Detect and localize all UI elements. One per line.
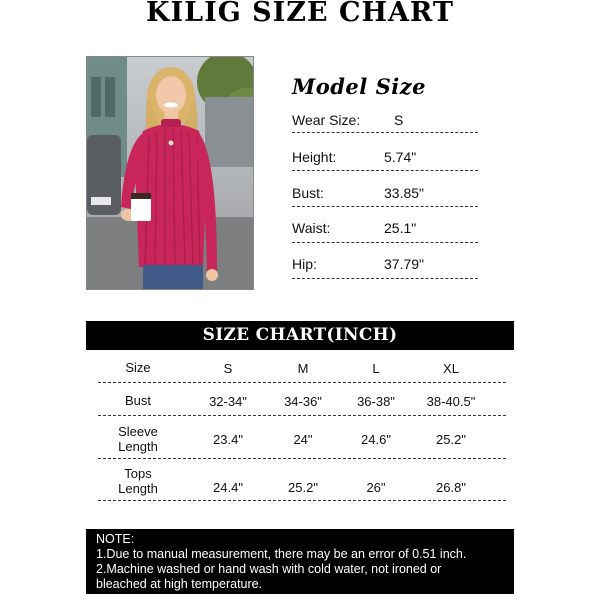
table-cell: 25.2" (436, 432, 466, 447)
model-value: 37.79" (384, 256, 425, 272)
note-line-1: 1.Due to manual measurement, there may be an error of 0.51 inch. (96, 547, 467, 561)
model-photo (86, 56, 254, 290)
model-label: Waist: (292, 220, 331, 236)
table-cell: 36-38" (357, 394, 395, 409)
table-cell: 24" (293, 432, 313, 447)
page-title: KILIG SIZE CHART (146, 0, 454, 28)
divider (292, 242, 478, 243)
model-label: Height: (292, 149, 337, 165)
table-cell: 26.8" (436, 480, 466, 495)
table-cell: 24.4" (213, 480, 243, 495)
table-cell: 23.4" (213, 432, 243, 447)
size-col-s: S (223, 361, 233, 376)
size-col-l: L (372, 361, 380, 376)
divider (98, 382, 506, 383)
model-row-wear-size (292, 112, 478, 132)
table-cell: 34-36" (284, 394, 322, 409)
table-cell: 32-34" (209, 394, 247, 409)
note-line-3: bleached at high temperature. (96, 577, 263, 591)
table-cell: 25.2" (288, 480, 318, 495)
note-line-2: 2.Machine washed or hand wash with cold water, not ironed or (96, 562, 442, 576)
model-label: Wear Size: (292, 112, 361, 128)
model-value: 33.85" (384, 185, 425, 201)
table-cell: 24.6" (361, 432, 391, 447)
table-cell: 38-40.5" (426, 394, 476, 409)
size-col-xl: XL (443, 361, 459, 376)
divider (292, 206, 478, 207)
divider (292, 132, 478, 133)
divider (98, 500, 506, 501)
model-row-waist (292, 220, 478, 240)
divider (98, 415, 506, 416)
model-label: Bust: (292, 185, 324, 201)
model-row-hip (292, 256, 478, 276)
model-label: Hip: (292, 256, 317, 272)
note-box (86, 529, 514, 594)
divider (292, 278, 478, 279)
model-row-height (292, 149, 478, 169)
row-label-sleeve: Sleeve (118, 424, 158, 439)
table-cell: 26" (366, 480, 386, 495)
model-value: S (394, 112, 404, 128)
model-value: 25.1" (384, 220, 417, 236)
note-heading: NOTE: (96, 532, 135, 546)
row-label-sleeve-2: Length (118, 439, 158, 454)
size-chart-heading: SIZE CHART(INCH) (86, 321, 514, 350)
model-value: 5.74" (384, 149, 417, 165)
row-label-tops-2: Length (118, 481, 158, 496)
divider (292, 170, 478, 171)
model-size-heading: Model Size (292, 74, 427, 99)
row-label-bust: Bust (124, 393, 151, 408)
divider (98, 458, 506, 459)
row-label-tops: Tops (124, 466, 152, 481)
model-row-bust (292, 185, 478, 205)
size-col-m: M (297, 361, 309, 376)
size-header-label: Size (125, 360, 151, 375)
